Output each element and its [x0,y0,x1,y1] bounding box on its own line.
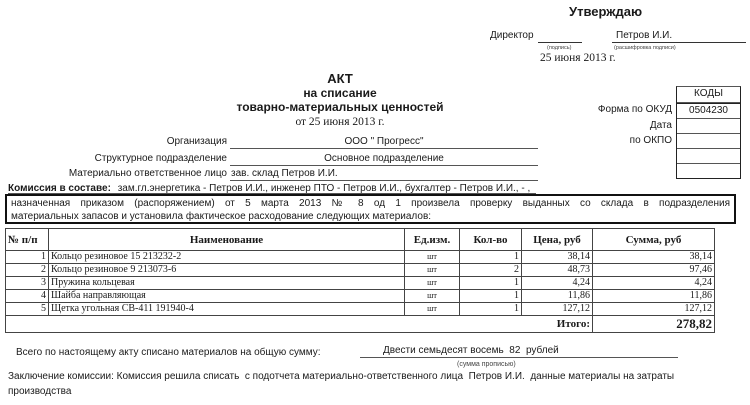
summary-note: (сумма прописью) [457,361,516,368]
total-row [6,316,715,333]
table-row [6,277,715,290]
responsible-value: зав. склад Петров И.И. [231,168,338,179]
row-unit: шт [405,303,460,316]
row-sum: 38,14 [593,251,715,264]
commission-members: зам.гл.энергетика - Петров И.И., инженер ПТО - Петров И.И., бухгалтер - Петров И.И., - , [117,183,531,194]
division-value: Основное подразделение [324,153,444,164]
row-name: Кольцо резиновое 15 213232-2 [49,251,405,264]
table-row [6,290,715,303]
col-header-name: Наименование [49,229,405,251]
row-name: Щетка угольная СВ-411 191940-4 [49,303,405,316]
row-number: 4 [6,290,49,303]
row-qty: 1 [460,303,522,316]
act-date: от 25 июня 2013 г. [295,116,385,128]
row-number: 2 [6,264,49,277]
codes-label-date: Дата [649,120,672,131]
organization-line [230,148,538,149]
row-price: 48,73 [522,264,593,277]
codes-value-5 [677,164,740,178]
responsible-line [230,180,538,181]
row-price: 11,86 [522,290,593,303]
row-number: 5 [6,303,49,316]
col-header-number: № п/п [6,229,49,251]
director-name: Петров И.И. [616,30,673,41]
codes-value-okpo [677,134,740,149]
row-sum: 127,12 [593,303,715,316]
row-sum: 97,46 [593,264,715,277]
col-header-qty: Кол-во [460,229,522,251]
row-number: 3 [6,277,49,290]
approve-title: Утверждаю [569,4,643,19]
summary-value: Двести семьдесят восемь 82 рублей [383,345,559,356]
name-line [612,42,746,43]
summary-label: Всего по настоящему акту списано материалов на общую сумму: [16,347,321,358]
row-price: 127,12 [522,303,593,316]
conclusion-line-2: производства [8,386,72,397]
signature-line [538,42,582,43]
row-unit: шт [405,264,460,277]
row-price: 38,14 [522,251,593,264]
division-label: Структурное подразделение [94,153,227,164]
table-header-row [6,229,715,251]
summary-line [360,357,678,358]
row-name: Шайба направляющая [49,290,405,303]
act-title: АКТ [327,71,353,86]
responsible-label: Материально ответственное лицо [68,168,227,179]
row-sum: 4,24 [593,277,715,290]
codes-value-okud: 0504230 [677,103,740,119]
items-table [5,228,715,333]
act-subject: товарно-материальных ценностей [236,100,444,114]
row-qty: 1 [460,251,522,264]
col-header-price: Цена, руб [522,229,593,251]
table-row [6,251,715,264]
order-line-1: назначенная приказом (распоряжением) от 5 марта 2013 № 8 од 1 произвела проверку выданных со склада в подразделения [11,198,730,209]
codes-box [676,86,741,179]
codes-value-date [677,119,740,134]
director-label: Директор [490,30,534,41]
organization-value: ООО " Прогресс" [344,136,424,147]
codes-value-4 [677,149,740,164]
act-subtitle: на списание [303,86,377,100]
col-header-unit: Ед.изм. [405,229,460,251]
row-price: 4,24 [522,277,593,290]
order-line-2: материальных запасов и установила фактическое расходование следующих материалов: [11,211,432,222]
table-row [6,264,715,277]
approve-date: 25 июня 2013 г. [540,52,616,64]
row-name: Пружина кольцевая [49,277,405,290]
row-number: 1 [6,251,49,264]
codes-header: КОДЫ [677,87,740,103]
total-blank [6,316,522,333]
total-value: 278,82 [593,316,715,333]
col-header-sum: Сумма, руб [593,229,715,251]
row-unit: шт [405,277,460,290]
codes-label-okud: Форма по ОКУД [597,104,672,115]
total-label: Итого: [522,316,593,333]
row-qty: 1 [460,290,522,303]
division-line [230,165,538,166]
row-unit: шт [405,290,460,303]
organization-label: Организация [166,136,227,147]
name-note: (расшифровка подписи) [614,45,676,51]
conclusion-line-1: Заключение комиссии: Комиссия решила списать с подотчета материально-ответственного лица Петров И.И. данные материалы на затраты [8,371,675,382]
signature-note: (подпись) [547,45,572,51]
table-row [6,303,715,316]
row-name: Кольцо резиновое 9 213073-6 [49,264,405,277]
commission-label: Комиссия в составе: [8,183,111,194]
codes-label-okpo: по ОКПО [629,135,672,146]
row-sum: 11,86 [593,290,715,303]
row-unit: шт [405,251,460,264]
order-box [5,194,736,224]
row-qty: 1 [460,277,522,290]
row-qty: 2 [460,264,522,277]
